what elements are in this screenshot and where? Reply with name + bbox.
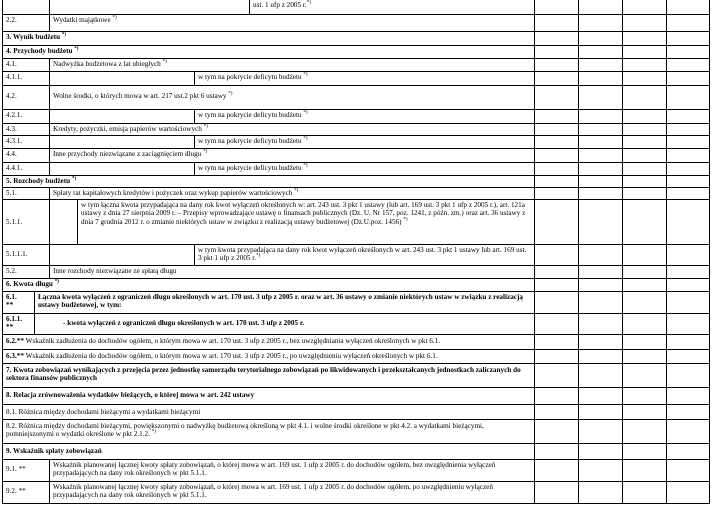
cell-text: Wskaźnik planowanej łącznej kwoty spłaty zobowiązań, o której mowa w art. 169 ust. 1 ufp z 2005 r. do dochodów ogółem, po uwzględnieniu wyłączeń przypadających na dany rok określonych w pkt 5.1.1. [49, 482, 534, 503]
section-heading: 3. Wynik budżetu [6, 33, 61, 41]
row-number [2, 292, 34, 313]
cell-text: w tym na pokrycie deficytu budżetu [198, 111, 302, 119]
cell-text: 8.1. Różnica między dochodami bieżącymi a wydatkami bieżącymi [2, 405, 534, 419]
section-heading: 7. Kwota zobowiązań wynikających z przejęcia przez jednostkę samorządu terytorialnego zobowiązań po likwidowanych i przekształcanych jednostkach zaliczanych do sektora finansów publicznych [2, 364, 534, 387]
row-number: 6.3.** [6, 352, 24, 360]
footnote-mark: *) [228, 91, 233, 97]
table-row [2, 363, 710, 387]
row-number: 4.1.1. [2, 72, 49, 85]
table-row [2, 14, 710, 31]
row-number [2, 314, 34, 334]
table-row [2, 404, 710, 419]
row-number-label: 6.1.1. [6, 315, 23, 323]
cell-text: Kredyty, pożyczki, emisja papierów wartościowych [53, 125, 202, 133]
row-number: 9.1. ** [2, 460, 49, 481]
table-row [2, 45, 710, 58]
cell-text: Nadwyżka budżetowa z lat ubiegłych [53, 60, 161, 68]
table-row [2, 135, 710, 148]
row-number: 4.3.1. [2, 136, 49, 148]
budget-table [2, 0, 710, 508]
row-number-mark: ** [6, 323, 14, 332]
footnote-mark: *) [54, 279, 59, 285]
table-row [2, 349, 710, 363]
table-row [2, 278, 710, 291]
cell-text: Wolne środki, o których mowa w art. 217 ust.2 pkt 6 ustawy [53, 92, 227, 100]
footnote-mark: *) [162, 59, 167, 65]
section-heading: 9. Wskaźnik spłaty zobowiązań [2, 444, 534, 459]
row-number: 4.3. [2, 124, 49, 135]
cell-text: Wydatki majątkowe [53, 16, 111, 24]
table-row [2, 123, 710, 135]
section-heading: 6. Kwota długu [6, 280, 53, 288]
cell-text: Łączna kwota wyłączeń z ograniczeń długu określonych w art. 170 ust. 3 ufp z 2005 r. oraz w art. 36 ustawy o zmianie niektórych ustaw w związku z realizacją ustawy budżetowej, w tym: [34, 292, 534, 313]
cell-text: w tym na pokrycie deficytu budżetu [198, 137, 302, 145]
cell-text: w tym na pokrycie deficytu budżetu [198, 164, 302, 172]
table-row [2, 334, 710, 349]
footnote-mark: *) [112, 15, 117, 21]
row-number: 4.2.1. [2, 110, 49, 123]
row-number-label: 6.1. [6, 293, 17, 301]
row-number: 2.2. [2, 15, 49, 31]
footnote-mark: *) [203, 124, 208, 130]
footnote-mark: *) [303, 72, 308, 78]
cell-text: w tym łączna kwota przypadająca na dany rok kwot wyłączeń określonych w: art. 243 ust. 3 pkt 1 ustawy (lub art. 169 ust. 3 pkt 1 ufp z 2005 r.), art. 121a ustawy z dnia 27 sierpnia 2009 r. – Przepisy wprowadzające ustawę o finansach publicznych (Dz. U. Nr 157, poz. 1241, z późn. zm.) oraz art. 36 ustawy z dnia 7 grudnia 2012 r. o zmianie niektórych ustaw w związku z realizacją ustawy budżetowej (Dz.U.poz. 1456) [81, 201, 526, 226]
row-number: 4.1. [2, 59, 49, 71]
cell-text: Inne przychody niezwiązane z zaciągnięciem długu [53, 150, 202, 158]
footnote-mark: *) [61, 32, 67, 38]
table-row [2, 291, 710, 313]
section-heading: 8. Relacja zrównoważenia wydatków bieżących, o której mowa w art. 242 ustawy [2, 388, 534, 404]
table-bottom-border [2, 503, 710, 504]
footnote-mark: *) [256, 254, 261, 260]
table-row [2, 199, 710, 244]
row-number: 5.2. [2, 266, 49, 278]
row-number: 5.1.1.1. [2, 245, 49, 265]
row-number: 5.1.1. [2, 200, 49, 244]
table-row [2, 187, 710, 199]
row-number: 6.2.** [6, 337, 24, 345]
row-number: 9.2. ** [2, 482, 49, 503]
table-row [2, 0, 710, 14]
row-number: 4.2. [2, 86, 49, 109]
footnote-mark: *) [303, 163, 308, 169]
table-row [2, 148, 710, 162]
cell-text: Inne rozchody niezwiązane ze spłatą długu [49, 266, 534, 278]
table-row [2, 58, 710, 71]
cell-text: ust. 1 ufp z 2005 r. [253, 1, 307, 9]
footnote-mark: *) [151, 430, 156, 436]
row-number: 5.1. [2, 188, 49, 199]
footnote-mark: *) [203, 149, 208, 155]
cell-text: Wskaźnik planowanej łącznej kwoty spłaty zobowiązań, o której mowa w art. 169 ust. 1 ufp z 2005 r. do dochodów ogółem, bez uwzględnienia wyłączeń przypadających na dany rok określonych w pkt 5.1.1. [49, 460, 534, 481]
cell-text: w tym kwota przypadająca na dany rok kwot wyłączeń określonych w art. 243 ust. 3 pkt 1 ustawy lub art. 169 ust. 3 pkt 1 ufp z 2005 r. [198, 246, 527, 263]
cell-text: Spłaty rat kapitałowych kredytów i pożyczek oraz wykup papierów wartościowych [53, 189, 293, 197]
table-row [2, 162, 710, 175]
cell-text: w tym na pokrycie deficytu budżetu [198, 73, 302, 81]
table-row [2, 265, 710, 278]
table-row [2, 31, 710, 45]
table-row [2, 175, 710, 187]
table-row [2, 244, 710, 265]
footnote-mark: *) [303, 110, 308, 116]
section-heading: 5. Rozchody budżetu [6, 177, 71, 185]
cell-text: Wskaźnik zadłużenia do dochodów ogółem, o którym mowa w art. 170 ust. 3 ufp z 2005 r., bez uwzględniania wyłączeń określonych w pkt 6.1. [25, 337, 441, 345]
footnote-mark: *) [71, 176, 77, 182]
footnote-mark: *) [306, 0, 311, 6]
table-row [2, 85, 710, 109]
footnote-mark: *) [403, 217, 408, 223]
cell-text: 8.2. Różnica między dochodami bieżącymi, powiększonymi o nadwyżkę budżetową określoną w pkt 4.1. i wolne środki określone w pkt 4.2. a wydatkami bieżącymi, pomniejszonymi o wydatki określone w pkt 2.1.2. [6, 422, 484, 439]
row-number: 4.4.1. [2, 163, 49, 175]
footnote-mark: *) [303, 136, 308, 142]
row-number-mark: ** [6, 301, 14, 310]
table-row [2, 387, 710, 404]
table-row [2, 481, 710, 503]
row-number: 4.4. [2, 149, 49, 162]
cell-text: Wskaźnik zadłużenia do dochodów ogółem, o którym mowa w art. 170 ust. 3 ufp z 2005 r., po uwzględnieniu wyłączeń określonych w pkt 6.1. [25, 352, 438, 360]
cell-text: - kwota wyłączeń z ograniczeń długu określonych w art. 170 ust. 3 ufp z 2005 r. [34, 314, 534, 334]
table-row [2, 459, 710, 481]
footnote-mark: *) [294, 188, 299, 194]
table-row [2, 109, 710, 123]
table-row [2, 443, 710, 459]
footnote-mark: *) [74, 46, 79, 52]
table-row [2, 313, 710, 334]
table-row [2, 71, 710, 85]
table-row [2, 419, 710, 443]
section-heading: 4. Przychody budżetu [6, 47, 73, 55]
